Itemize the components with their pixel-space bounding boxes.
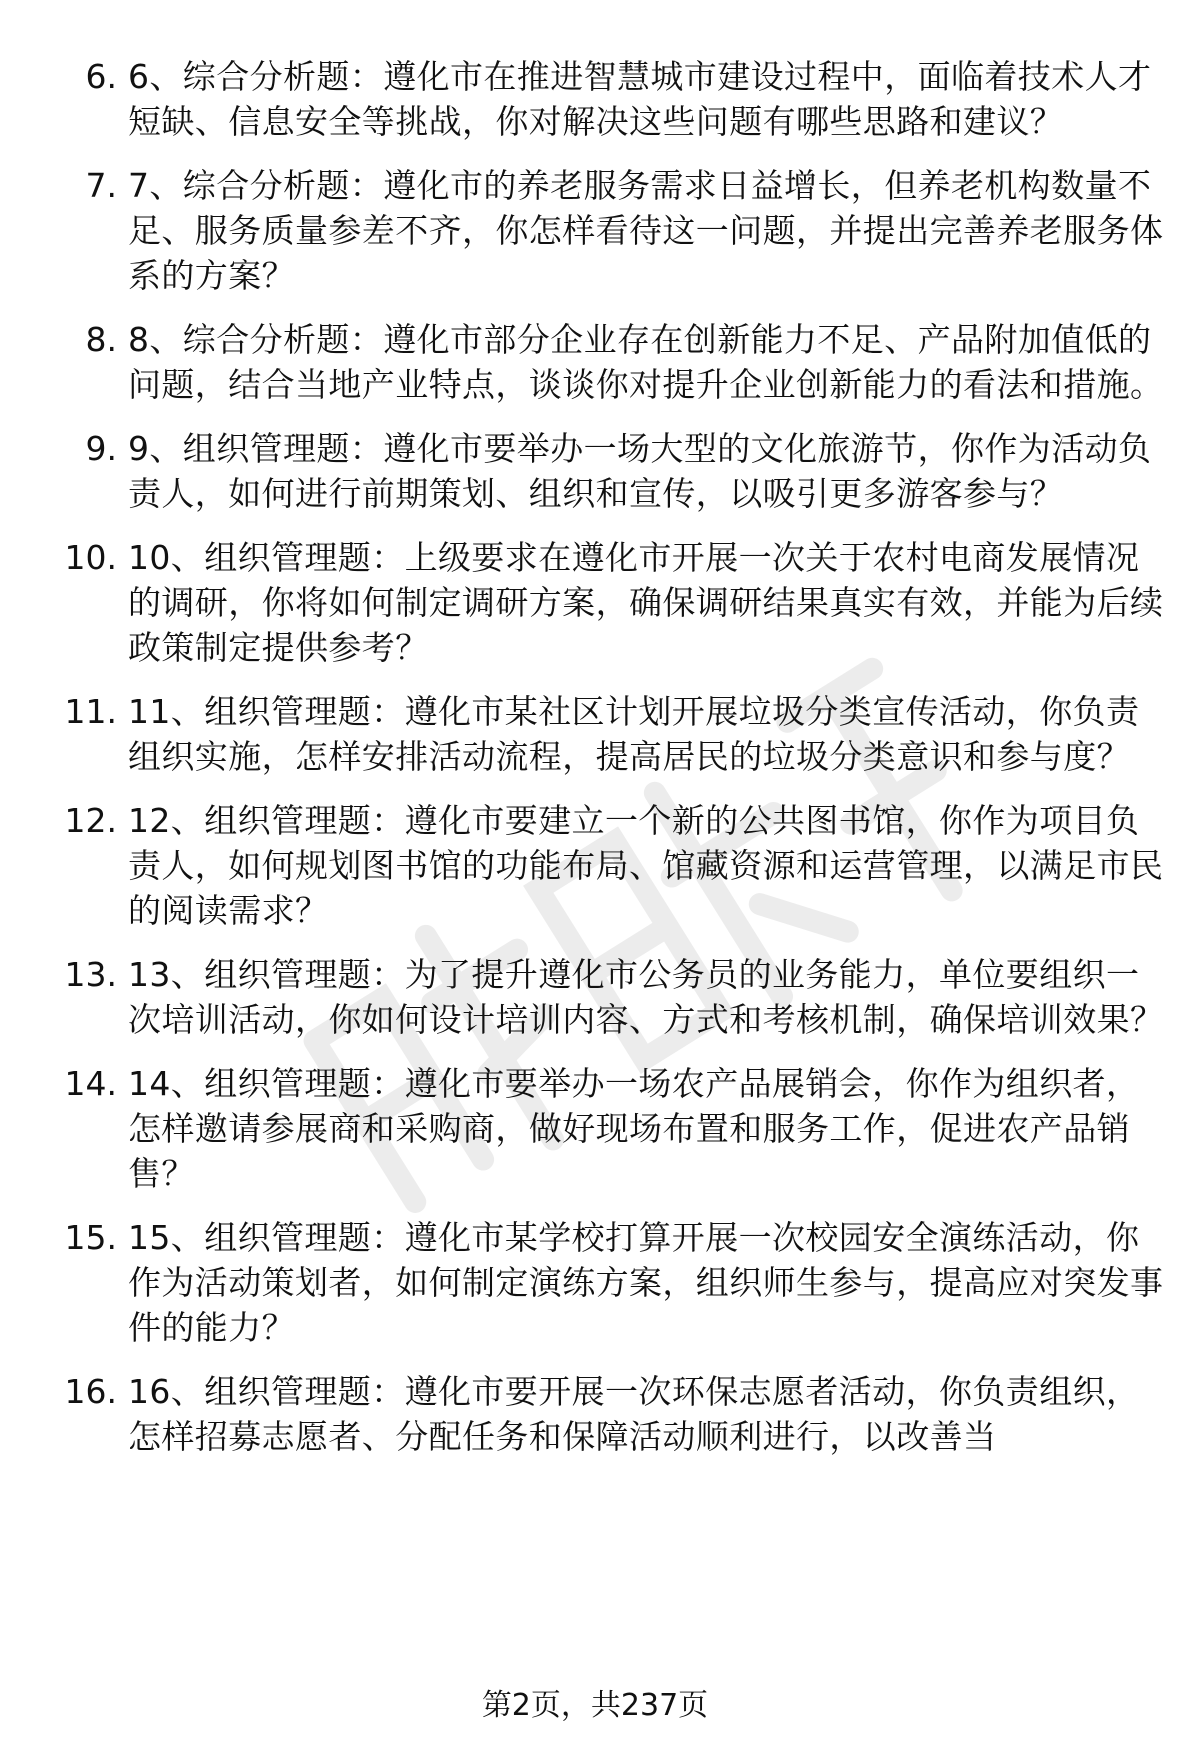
question-text: 14、组织管理题：遵化市要举办一场农产品展销会，你作为组织者，怎样邀请参展商和采购商，做好现场布置和服务工作，促进农产品销售？: [128, 1064, 1140, 1193]
question-item: [0, 535, 1190, 670]
question-text: 9、组织管理题：遵化市要举办一场大型的文化旅游节，你作为活动负责人，如何进行前期策划、组织和宣传，以吸引更多游客参与？: [128, 429, 1152, 513]
question-list: [0, 54, 1190, 1478]
question-item: [0, 163, 1190, 298]
question-number: 11.: [64, 692, 117, 731]
question-number: 15.: [64, 1218, 117, 1257]
question-number: 8.: [85, 320, 117, 359]
page-footer: [0, 1686, 1190, 1726]
question-item: [0, 689, 1190, 779]
question-text: 8、综合分析题：遵化市部分企业存在创新能力不足、产品附加值低的问题，结合当地产业特点，谈谈你对提升企业创新能力的看法和措施。: [128, 320, 1164, 404]
question-number: 13.: [64, 955, 117, 994]
question-text: 13、组织管理题：为了提升遵化市公务员的业务能力，单位要组织一次培训活动，你如何设计培训内容、方式和考核机制，确保培训效果？: [128, 955, 1164, 1039]
question-item: [0, 54, 1190, 144]
question-text: 7、综合分析题：遵化市的养老服务需求日益增长，但养老机构数量不足、服务质量参差不齐，你怎样看待这一问题，并提出完善养老服务体系的方案？: [128, 166, 1164, 295]
question-text: 11、组织管理题：遵化市某社区计划开展垃圾分类宣传活动，你负责组织实施，怎样安排活动流程，提高居民的垃圾分类意识和参与度？: [128, 692, 1140, 776]
question-number: 12.: [64, 801, 117, 840]
question-item: [0, 952, 1190, 1042]
question-text: 10、组织管理题：上级要求在遵化市开展一次关于农村电商发展情况的调研，你将如何制定调研方案，确保调研结果真实有效，并能为后续政策制定提供参考？: [128, 538, 1164, 667]
question-item: [0, 317, 1190, 407]
question-number: 10.: [64, 538, 117, 577]
question-item: [0, 1061, 1190, 1196]
page-number-label: 第2页，共237页: [481, 1688, 709, 1723]
question-item: [0, 1369, 1190, 1459]
question-text: 16、组织管理题：遵化市要开展一次环保志愿者活动，你负责组织，怎样招募志愿者、分配任务和保障活动顺利进行，以改善当: [128, 1372, 1140, 1456]
question-text: 12、组织管理题：遵化市要建立一个新的公共图书馆，你作为项目负责人，如何规划图书馆的功能布局、馆藏资源和运营管理，以满足市民的阅读需求？: [128, 801, 1164, 930]
question-number: 16.: [64, 1372, 117, 1411]
question-item: [0, 798, 1190, 933]
question-number: 6.: [85, 57, 117, 96]
question-number: 9.: [85, 429, 117, 468]
question-item: [0, 1215, 1190, 1350]
question-item: [0, 426, 1190, 516]
question-number: 14.: [64, 1064, 117, 1103]
question-number: 7.: [85, 166, 117, 205]
question-text: 15、组织管理题：遵化市某学校打算开展一次校园安全演练活动，你作为活动策划者，如何制定演练方案，组织师生参与，提高应对突发事件的能力？: [128, 1218, 1164, 1347]
question-text: 6、综合分析题：遵化市在推进智慧城市建设过程中，面临着技术人才短缺、信息安全等挑战，你对解决这些问题有哪些思路和建议？: [128, 57, 1152, 141]
